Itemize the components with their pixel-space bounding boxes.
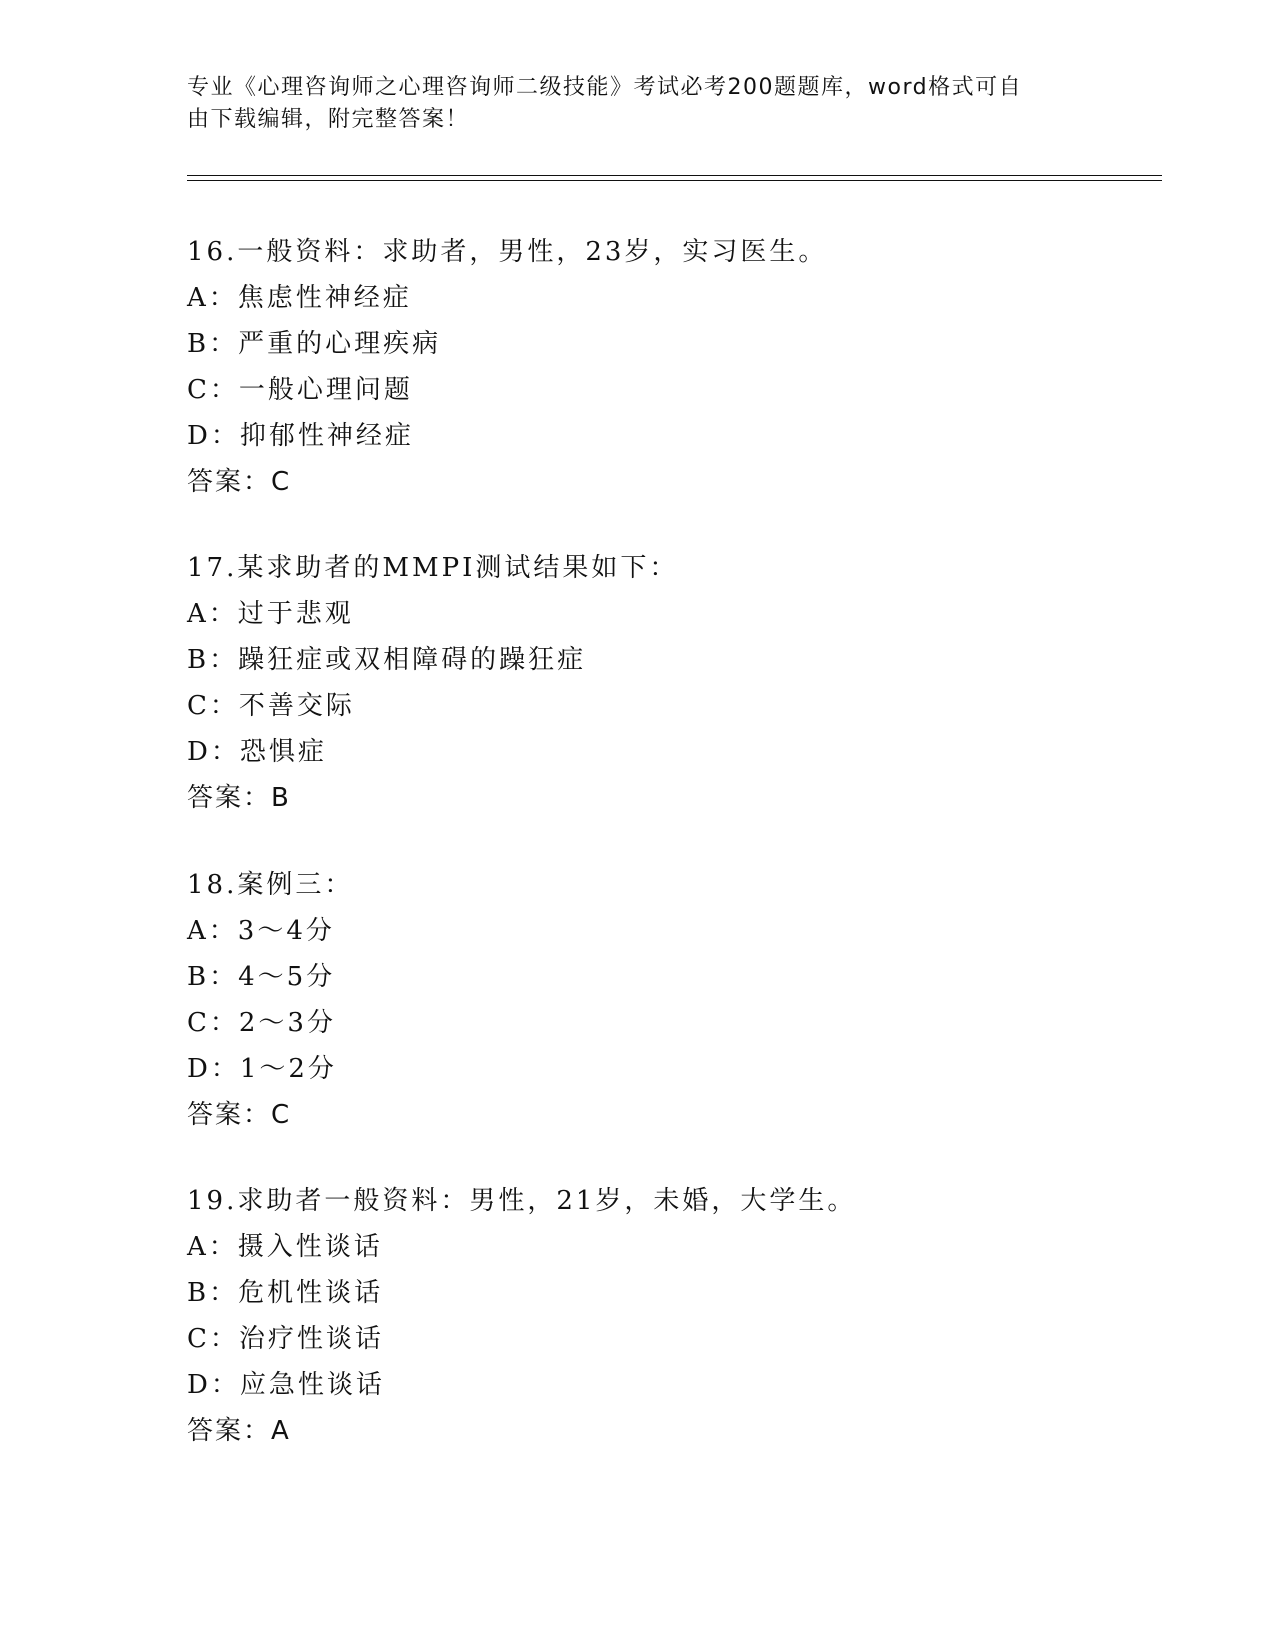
option-c: C：不善交际 [187,691,355,721]
answer: 答案：C [187,1100,292,1130]
option-a: A：焦虑性神经症 [187,283,412,313]
question-stem: 17.某求助者的MMPI测试结果如下： [187,553,679,583]
header-divider-top [187,175,1162,176]
option-b: B：危机性谈话 [187,1278,384,1308]
answer: 答案：C [187,467,292,497]
option-d: D：应急性谈话 [187,1370,385,1400]
option-a: A：过于悲观 [187,599,354,629]
option-b: B：躁狂症或双相障碍的躁狂症 [187,645,587,675]
answer: 答案：B [187,783,291,813]
document-header [187,72,1072,136]
option-c: C：治疗性谈话 [187,1324,384,1354]
option-a: A：摄入性谈话 [187,1232,383,1262]
option-d: D：抑郁性神经症 [187,421,414,451]
answer: 答案：A [187,1416,291,1446]
option-d: D：1～2分 [187,1054,337,1084]
header-divider-bottom [187,180,1162,181]
option-b: B：4～5分 [187,962,336,992]
question-18 [187,862,1137,1138]
option-a: A：3～4分 [187,916,335,946]
option-c: C：一般心理问题 [187,375,413,405]
option-c: C：2～3分 [187,1008,336,1038]
question-19 [187,1178,1137,1454]
header-line-1: 专业《心理咨询师之心理咨询师二级技能》考试必考200题题库，word格式可自 [187,75,1023,100]
option-d: D：恐惧症 [187,737,327,767]
question-stem: 16.一般资料：求助者，男性，23岁，实习医生。 [187,237,828,267]
header-line-2: 由下载编辑，附完整答案！ [187,107,470,132]
question-17 [187,545,1137,821]
option-b: B：严重的心理疾病 [187,329,442,359]
question-16 [187,229,1137,505]
question-stem: 19.求助者一般资料：男性，21岁，未婚，大学生。 [187,1186,857,1216]
question-stem: 18.案例三： [187,870,354,900]
